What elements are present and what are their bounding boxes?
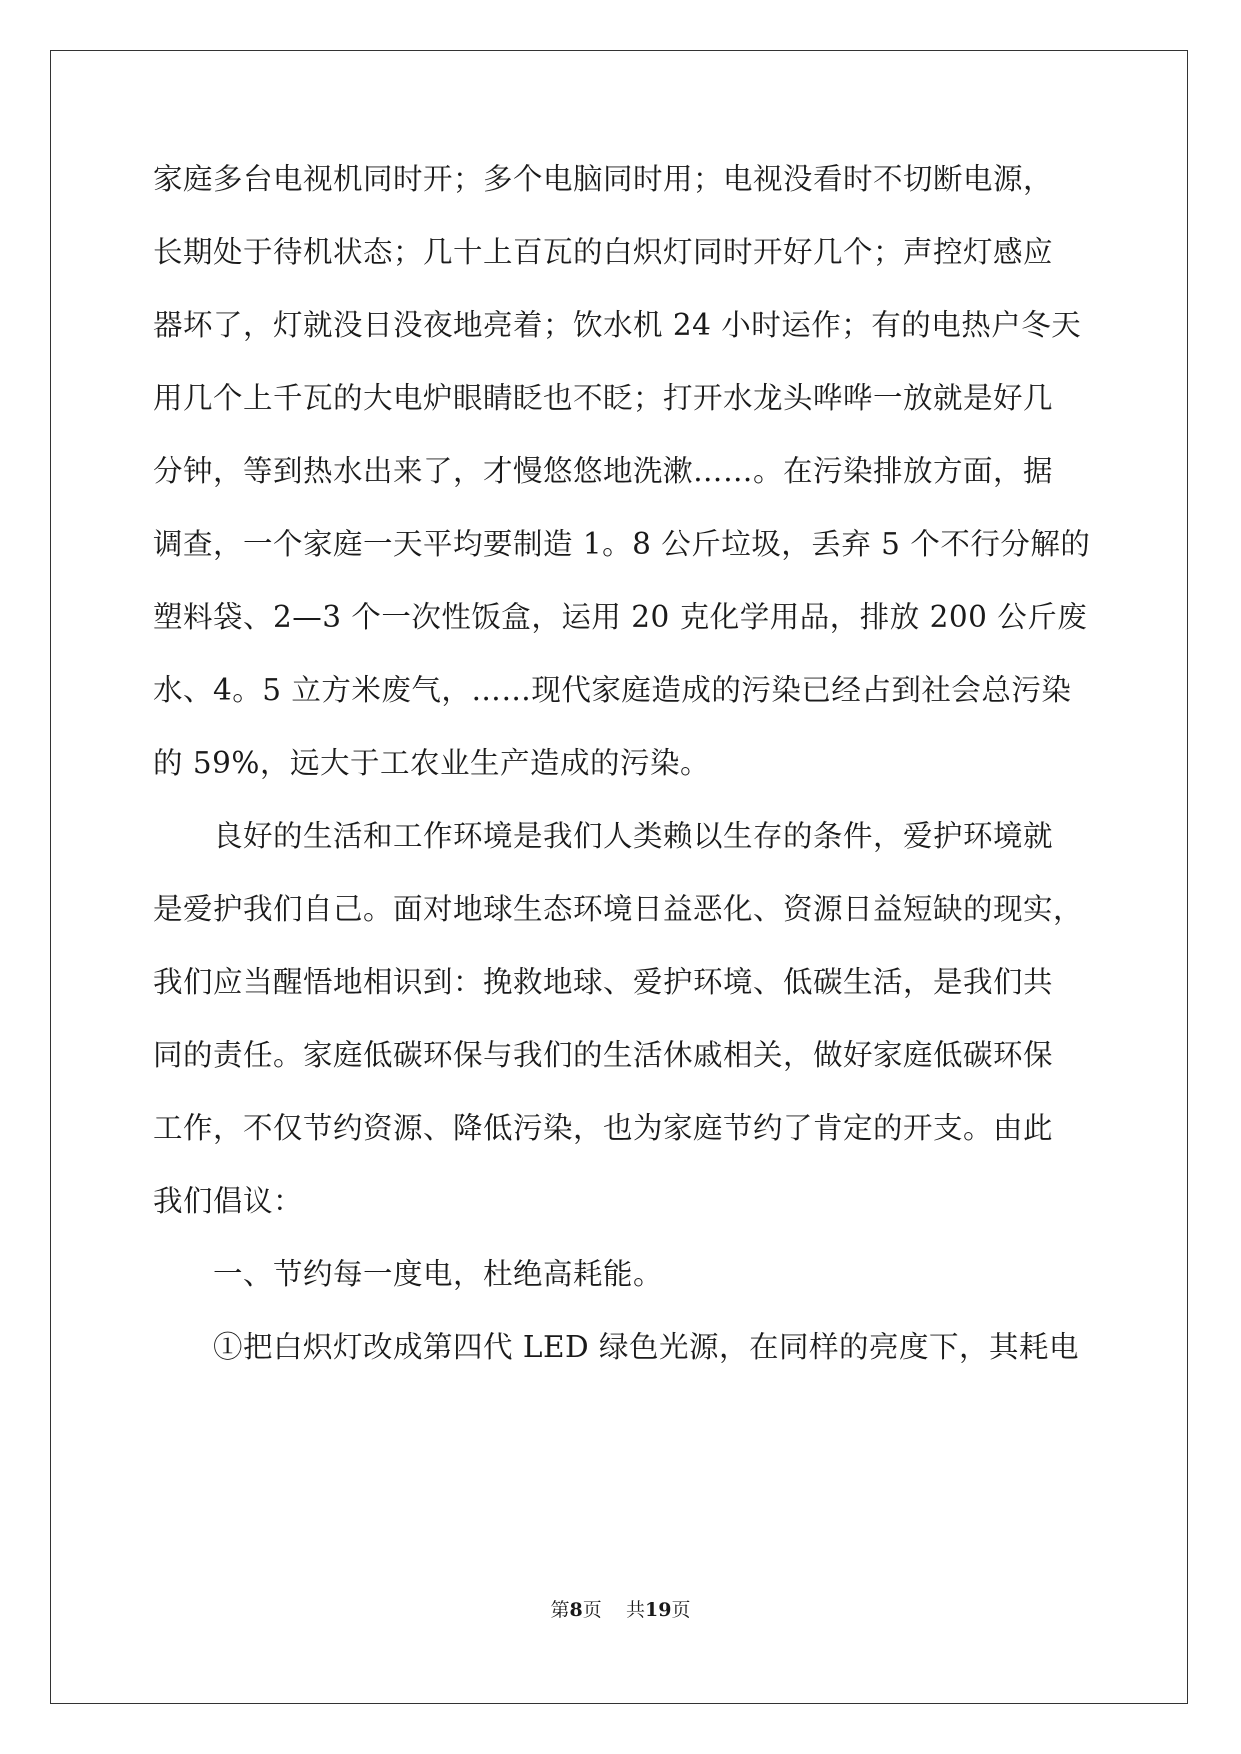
footer-total-suffix: 页 — [671, 1599, 691, 1621]
page-footer — [0, 1595, 1241, 1622]
page-border — [50, 50, 1188, 1704]
text-line: 工作，不仅节约资源、降低污染，也为家庭节约了肯定的开支。由此 — [153, 1111, 1054, 1145]
text-line: 家庭多台电视机同时开；多个电脑同时用；电视没看时不切断电源， — [153, 162, 1054, 196]
text-line: 同的责任。家庭低碳环保与我们的生活休戚相关，做好家庭低碳环保 — [153, 1038, 1054, 1072]
text-line: 器坏了，灯就没日没夜地亮着；饮水机 24 小时运作；有的电热户冬天 — [153, 308, 1082, 342]
text-line: 水、4。5 立方米废气，……现代家庭造成的污染已经占到社会总污染 — [153, 673, 1072, 707]
text-line: ①把白炽灯改成第四代 LED 绿色光源，在同样的亮度下，其耗电 — [213, 1330, 1080, 1364]
text-line: 我们倡议： — [153, 1184, 304, 1218]
text-line: 我们应当醒悟地相识到：挽救地球、爱护环境、低碳生活，是我们共 — [153, 965, 1054, 999]
footer-total-prefix: 共 — [625, 1599, 645, 1621]
text-line: 塑料袋、2—3 个一次性饭盒，运用 20 克化学用品，排放 200 公斤废 — [153, 600, 1088, 634]
footer-total-pages: 19 — [644, 1599, 672, 1621]
text-line: 长期处于待机状态；几十上百瓦的白炽灯同时开好几个；声控灯感应 — [153, 235, 1054, 269]
text-line: 用几个上千瓦的大电炉眼睛眨也不眨；打开水龙头哗哗一放就是好几 — [153, 381, 1054, 415]
footer-page-number: 8 — [569, 1599, 583, 1621]
text-line: 的 59%，远大于工农业生产造成的污染。 — [153, 746, 710, 780]
section-heading: 一、节约每一度电，杜绝高耗能。 — [213, 1257, 664, 1291]
text-line: 良好的生活和工作环境是我们人类赖以生存的条件，爱护环境就 — [213, 819, 1054, 853]
text-line: 是爱护我们自己。面对地球生态环境日益恶化、资源日益短缺的现实， — [153, 892, 1084, 926]
footer-page-prefix: 第 — [550, 1599, 570, 1621]
text-line: 调查，一个家庭一天平均要制造 1。8 公斤垃圾，丢弃 5 个不行分解的 — [153, 527, 1091, 561]
footer-page-mid: 页 — [582, 1599, 602, 1621]
text-line: 分钟，等到热水出来了，才慢悠悠地洗漱……。在污染排放方面，据 — [153, 454, 1054, 488]
